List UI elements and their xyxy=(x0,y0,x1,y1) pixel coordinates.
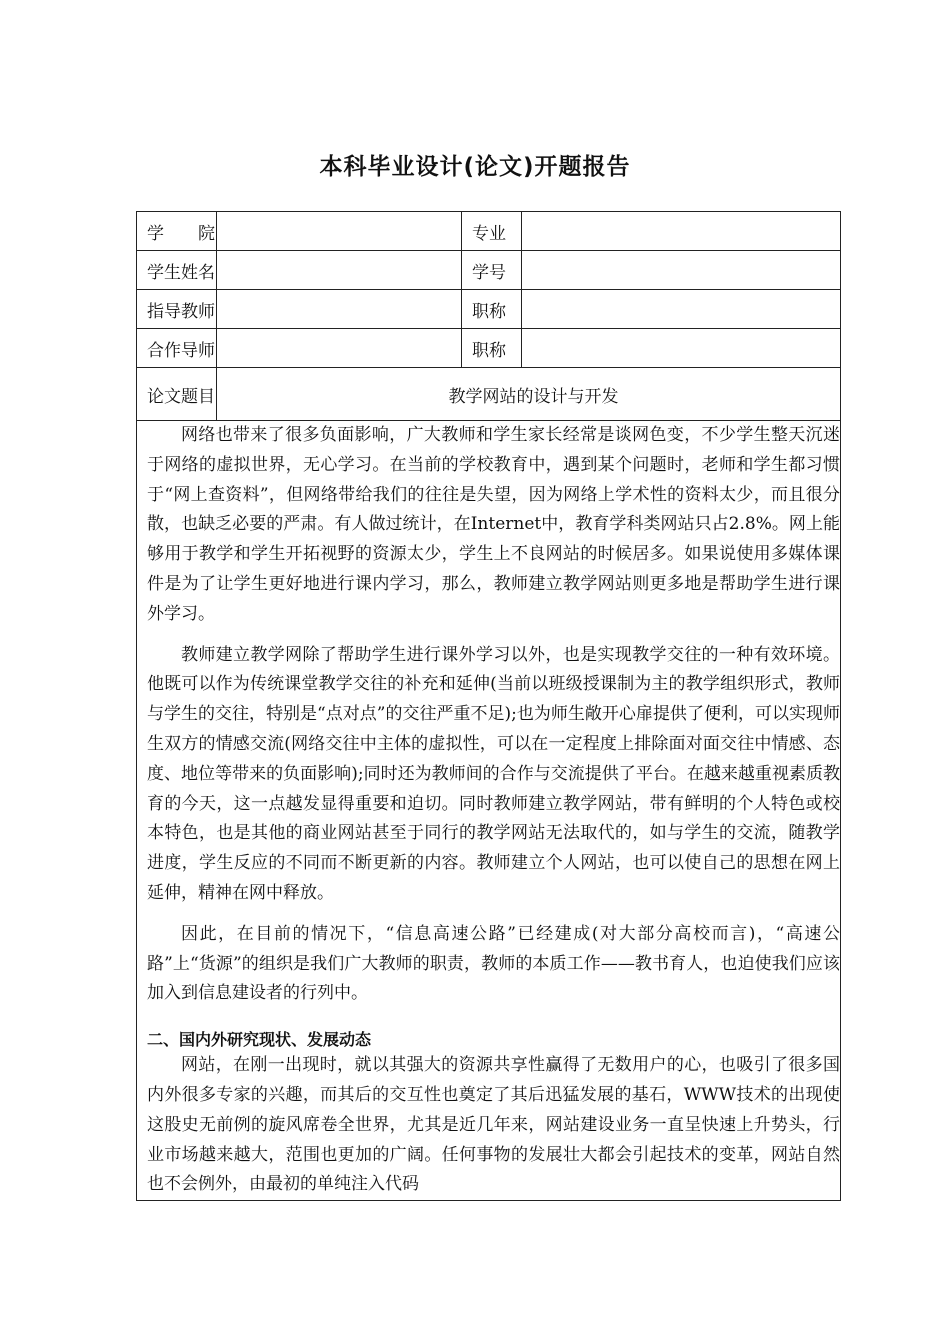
topic-value[interactable]: 教学网站的设计与开发 xyxy=(217,368,841,421)
student-id-value[interactable] xyxy=(522,251,841,290)
major-value[interactable] xyxy=(522,212,841,251)
co-advisor-label: 合作导师 xyxy=(137,329,217,368)
co-advisor-title-label: 职称 xyxy=(462,329,522,368)
table-row-co-advisor xyxy=(137,329,841,368)
table-row-advisor xyxy=(137,290,841,329)
co-advisor-value[interactable] xyxy=(217,329,462,368)
section-paragraph: 网站，在刚一出现时，就以其强大的资源共享性赢得了无数用户的心，也吸引了很多国内外很多专家的兴趣，而其后的交互性也奠定了其后迅猛发展的基石，WWW技术的出现使这股史无前例的旋风席卷全世界，尤其是近几年来，网站建设业务一直呈快速上升势头，行业市场越来越大，范围也更加的广阔。任何事物的发展壮大都会引起技术的变革，网站自然也不会例外，由最初的单纯注入代码 xyxy=(147,1055,840,1195)
student-name-label: 学生姓名 xyxy=(137,251,217,290)
table-row-college xyxy=(137,212,841,251)
report-form-table xyxy=(136,211,841,1201)
college-label: 学 院 xyxy=(137,212,217,251)
body-paragraph-2: 教师建立教学网除了帮助学生进行课外学习以外，也是实现教学交往的一种有效环境。他既可以作为传统课堂教学交往的补充和延伸(当前以班级授课制为主的教学组织形式，教师与学生的交往，特别是“点对点”的交往严重不足);也为师生敞开心扉提供了便利，可以实现师生双方的情感交流(网络交往中主体的虚拟性，可以在一定程度上排除面对面交往中情感、态度、地位等带来的负面影响);同时还为教师间的合作与交流提供了平台。在越来越重视素质教育的今天，这一点越发显得重要和迫切。同时教师建立教学网站，带有鲜明的个人特色或校本特色，也是其他的商业网站甚至于同行的教学网站无法取代的，如与学生的交流，随教学进度，学生反应的不同而不断更新的内容。教师建立个人网站，也可以使自己的思想在网上延伸，精神在网中释放。 xyxy=(147,644,840,903)
table-row-student xyxy=(137,251,841,290)
section-heading: 二、国内外研究现状、发展动态 xyxy=(147,1030,372,1050)
advisor-title-label: 职称 xyxy=(462,290,522,329)
student-name-value[interactable] xyxy=(217,251,462,290)
table-row-body xyxy=(137,421,841,1201)
major-label: 专业 xyxy=(462,212,522,251)
advisor-title-value[interactable] xyxy=(522,290,841,329)
college-value[interactable] xyxy=(217,212,462,251)
advisor-label: 指导教师 xyxy=(137,290,217,329)
report-body-cell xyxy=(137,421,841,1201)
report-title: 本科毕业设计(论文)开题报告 xyxy=(319,154,631,180)
topic-label: 论文题目 xyxy=(137,368,217,421)
body-paragraph-1: 网络也带来了很多负面影响，广大教师和学生家长经常是谈网色变，不少学生整天沉迷于网络的虚拟世界，无心学习。在当前的学校教育中，遇到某个问题时，老师和学生都习惯于“网上查资料”，但网络带给我们的往往是失望，因为网络上学术性的资料太少，而且很分散，也缺乏必要的严肃。有人做过统计，在Internet中，教育学科类网站只占2.8%。网上能够用于教学和学生开拓视野的资源太少，学生上不良网站的时候居多。如果说使用多媒体课件是为了让学生更好地进行课内学习，那么，教师建立教学网站则更多地是帮助学生进行课外学习。 xyxy=(147,425,840,624)
student-id-label: 学号 xyxy=(462,251,522,290)
advisor-value[interactable] xyxy=(217,290,462,329)
table-row-topic xyxy=(137,368,841,421)
body-paragraph-3: 因此，在目前的情况下，“信息高速公路”已经建成(对大部分高校而言)，“高速公路”上“货源”的组织是我们广大教师的职责，教师的本质工作——教书育人，也迫使我们应该加入到信息建设者的行列中。 xyxy=(147,923,840,1004)
co-advisor-title-value[interactable] xyxy=(522,329,841,368)
